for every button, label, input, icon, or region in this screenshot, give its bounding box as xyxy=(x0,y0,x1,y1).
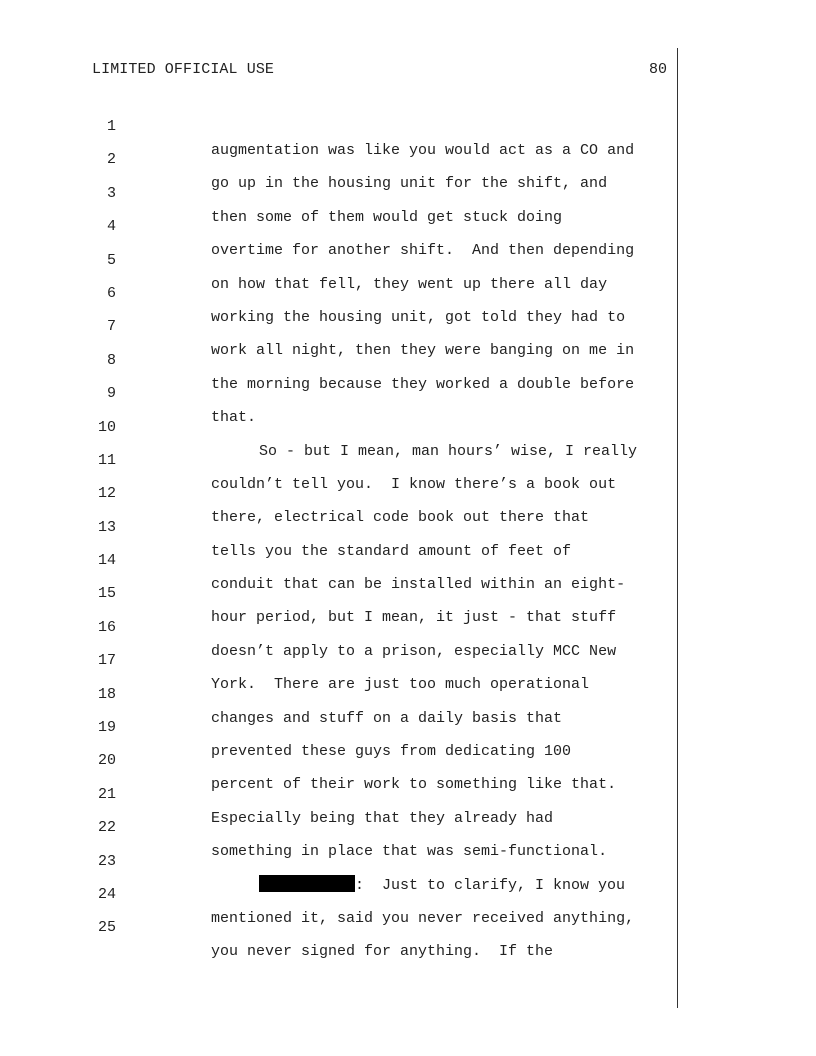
line-text: then some of them would get stuck doing xyxy=(211,208,563,226)
line-number: 18 xyxy=(97,685,116,703)
line-text: changes and stuff on a daily basis that xyxy=(211,709,563,727)
line-number: 24 xyxy=(97,885,116,903)
line-number: 25 xyxy=(97,919,116,937)
line-text: work all night, then they were banging on me in xyxy=(211,342,635,360)
transcript-line xyxy=(0,325,816,393)
line-number: 9 xyxy=(106,385,116,403)
line-number: 20 xyxy=(97,752,116,770)
transcript-line xyxy=(0,759,816,827)
line-text: prevented these guys from dedicating 100 xyxy=(211,743,572,761)
page-number: 80 xyxy=(648,61,667,78)
line-number: 14 xyxy=(97,552,116,570)
transcript-line xyxy=(0,659,816,727)
line-number: 10 xyxy=(97,418,116,436)
line-text: conduit that can be installed within an eight- xyxy=(211,576,626,594)
line-text: doesn’t apply to a prison, especially MCC New xyxy=(211,642,617,660)
line-text: So - but I mean, man hours’ wise, I really xyxy=(259,442,638,460)
line-number: 6 xyxy=(106,284,116,302)
line-text: York. There are just too much operational xyxy=(211,676,590,694)
line-number: 3 xyxy=(106,184,116,202)
line-number: 11 xyxy=(97,451,116,469)
line-text: percent of their work to something like that. xyxy=(211,776,617,794)
line-number: 7 xyxy=(106,318,116,336)
transcript-line xyxy=(0,291,816,360)
line-text: couldn’t tell you. I know there’s a book out xyxy=(211,475,617,493)
line-number: 15 xyxy=(97,585,116,603)
transcript-line xyxy=(0,258,816,326)
line-number: 16 xyxy=(97,618,116,636)
line-number: 5 xyxy=(106,251,116,269)
line-number: 21 xyxy=(97,785,116,803)
transcript-line xyxy=(0,225,816,293)
line-number: 2 xyxy=(106,151,116,169)
line-text: mentioned it, said you never received anything, xyxy=(211,909,635,927)
line-number: 23 xyxy=(97,852,116,870)
line-text: : Just to clarify, I know you xyxy=(355,876,626,894)
line-text: on how that fell, they went up there all day xyxy=(211,275,608,293)
line-number: 4 xyxy=(106,218,116,236)
line-text: that. xyxy=(211,409,257,427)
line-text: you never signed for anything. If the xyxy=(211,943,554,961)
classification-header: LIMITED OFFICIAL USE xyxy=(92,61,275,78)
line-text: overtime for another shift. And then depending xyxy=(211,242,635,260)
line-text: working the housing unit, got told they had to xyxy=(211,308,626,326)
line-number: 22 xyxy=(97,819,116,837)
line-text: tells you the standard amount of feet of xyxy=(211,542,572,560)
line-number: 17 xyxy=(97,652,116,670)
line-number: 19 xyxy=(97,719,116,737)
line-number: 12 xyxy=(97,485,116,503)
line-text: go up in the housing unit for the shift, and xyxy=(211,175,608,193)
line-text: hour period, but I mean, it just - that stuff xyxy=(211,609,617,627)
transcript-line xyxy=(0,859,816,927)
line-text: augmentation was like you would act as a CO and xyxy=(211,142,635,159)
line-text: Especially being that they already had xyxy=(211,809,554,827)
transcript-line xyxy=(0,892,816,961)
transcript-line xyxy=(0,191,816,260)
transcript-line xyxy=(0,158,816,226)
transcript-body xyxy=(0,91,816,961)
transcript-line xyxy=(0,592,816,660)
transcript-line xyxy=(0,124,816,193)
transcript-line xyxy=(0,91,816,159)
line-number: 13 xyxy=(97,518,116,536)
line-text: something in place that was semi-functional. xyxy=(211,843,608,861)
line-number: 8 xyxy=(106,351,116,369)
line-number: 1 xyxy=(106,118,116,135)
line-text: there, electrical code book out there that xyxy=(211,509,590,527)
transcript-line xyxy=(0,492,816,560)
line-text: the morning because they worked a double before xyxy=(211,375,635,393)
transcript-line xyxy=(0,425,816,493)
